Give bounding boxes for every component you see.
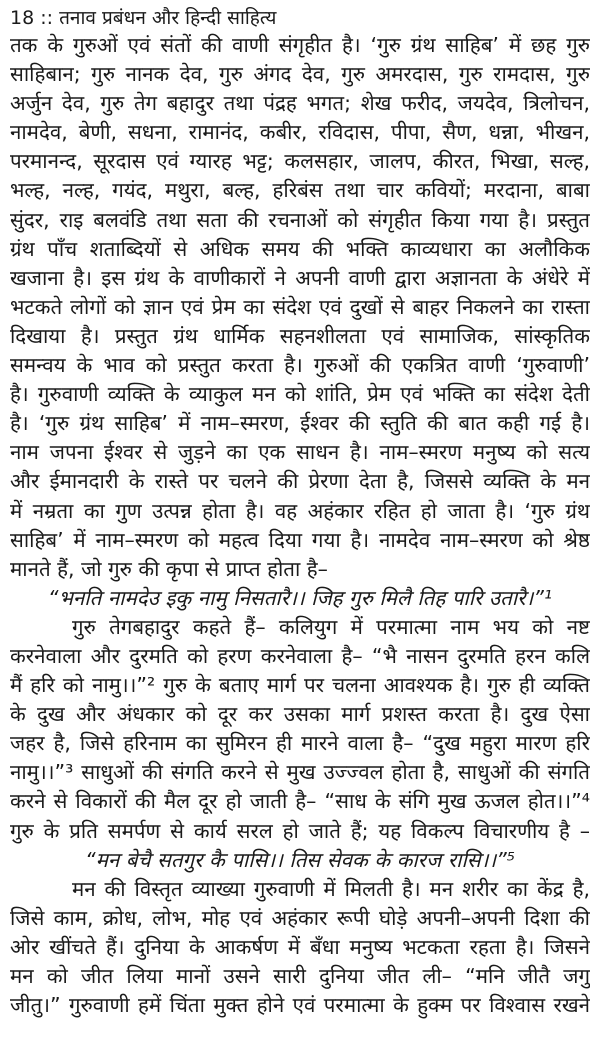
text-line: गुरु के प्रति समर्पण से कार्य सरल हो जाते हैं; यह विकल्प विचारणीय है – <box>10 818 590 843</box>
text-line: सुंदर, राइ बलवंडि तथा सता की रचनाओं को संगृहीत किया गया है। प्रस्तुत <box>10 207 590 232</box>
text-line: करनेवाला और दुरमति को हरण करनेवाला है– “भै नासन दुरमति हरन कलि <box>10 643 590 668</box>
paragraph-start: मन की विस्तृत व्याख्या गुरुवाणी में मिलती है। मन शरीर का केंद्र है, <box>72 876 590 901</box>
text-line: के दुख और अंधकार को दूर कर उसका मार्ग प्रशस्त करता है। दुख ऐसा <box>10 702 590 727</box>
text-line: और ईमानदारी के रास्ते पर चलने की प्रेरणा देता है, जिससे व्यक्ति के मन <box>10 469 590 494</box>
page-body-text <box>10 31 590 1020</box>
text-line: नाम जपना ईश्वर से जुड़ने का एक साधन है। नाम–स्मरण मनुष्य को सत्य <box>10 440 590 465</box>
text-line: जहर है, जिसे हरिनाम का सुमिरन ही मारने वाला है– “दुख महुरा मारण हरि <box>10 731 590 756</box>
text-line: दिखाया है। प्रस्तुत ग्रंथ धार्मिक सहनशीलता एवं सामाजिक, सांस्कृतिक <box>10 323 590 348</box>
text-line: ओर खींचते हैं। दुनिया के आकर्षण में बँधा मनुष्य भटकता रहता है। जिसने <box>10 934 590 959</box>
text-line: है। गुरुवाणी व्यक्ति के व्याकुल मन को शांति, प्रेम एवं भक्ति का संदेश देती <box>10 382 590 407</box>
verse-quote: “मन बेचै सतगुर कै पासि।। तिस सेवक के कारज रासि।।”⁵ <box>85 847 515 872</box>
text-line: साहिबान; गुरु नानक देव, गुरु अंगद देव, गुरु अमरदास, गुरु रामदास, गुरु <box>10 62 590 87</box>
text-line: मन को जीत लिया मानों उसने सारी दुनिया जीत ली– “मनि जीतै जगु <box>10 964 590 988</box>
book-title: तनाव प्रबंधन और हिन्दी साहित्य <box>59 7 277 29</box>
text-line: नामु।।”³ साधुओं की संगति करने से मुख उज्ज्वल होता है, साधुओं की संगति <box>10 760 590 785</box>
text-line: भटकते लोगों को ज्ञान एवं प्रेम का संदेश एवं दुखों से बाहर निकलने का रास्ता <box>10 294 590 319</box>
text-line: तक के गुरुओं एवं संतों की वाणी संगृहीत है। ‘गुरु ग्रंथ साहिब’ में छह गुरु <box>10 33 590 57</box>
text-line: साहिब’ में नाम–स्मरण को महत्व दिया गया है। नामदेव नाम–स्मरण को श्रेष्ठ <box>10 527 590 552</box>
text-line: करने से विकारों की मैल दूर हो जाती है– “साध के संगि मुख ऊजल होत।।”⁴ <box>10 789 590 814</box>
page-number: 18 <box>10 7 35 29</box>
text-line: मानते हैं, जो गुरु की कृपा से प्राप्त होता है– <box>10 556 328 581</box>
header-separator: :: <box>40 7 54 29</box>
text-line: नामदेव, बेणी, सधना, रामानंद, कबीर, रविदास, पीपा, सैण, धन्ना, भीखन, <box>10 120 590 145</box>
text-line: समन्वय के भाव को प्रस्तुत करता है। गुरुओं की एकत्रित वाणी ‘गुरुवाणी’ <box>10 353 590 378</box>
running-header <box>10 4 276 32</box>
text-line: ग्रंथ पाँच शताब्दियों से अधिक समय की भक्ति काव्यधारा का अलौकिक <box>10 236 590 261</box>
verse-quote: “भनति नामदेउ इकु नामु निसतारै।। जिह गुरु मिलै तिह पारि उतारै।”¹ <box>47 585 553 610</box>
paragraph-start: गुरु तेगबहादुर कहते हैं– कलियुग में परमात्मा नाम भय को नष्ट <box>72 614 590 639</box>
text-line: परमानन्द, सूरदास एवं ग्यारह भट्ट; कलसहार, जालप, कीरत, भिखा, सल्ह, <box>10 149 590 174</box>
text-line: भल्ह, नल्ह, गयंद, मथुरा, बल्ह, हरिबंस तथा चार कवियों; मरदाना, बाबा <box>10 178 590 203</box>
text-line: जीतु।” गुरुवाणी हमें चिंता मुक्त होने एवं परमात्मा के हुक्म पर विश्वास रखने <box>10 993 590 1018</box>
text-line: में नम्रता का गुण उत्पन्न होता है। वह अहंकार रहित हो जाता है। ‘गुरु ग्रंथ <box>10 498 590 523</box>
text-line: है। ‘गुरु ग्रंथ साहिब’ में नाम–स्मरण, ईश्वर की स्तुति की बात कही गई है। <box>10 411 590 436</box>
text-line: खजाना है। इस ग्रंथ के वाणीकारों ने अपनी वाणी द्वारा अज्ञानता के अंधेरे में <box>10 265 590 290</box>
text-line: मैं हरि को नामु।।”² गुरु के बताए मार्ग पर चलना आवश्यक है। गुरु ही व्यक्ति <box>10 673 590 698</box>
text-line: अर्जुन देव, गुरु तेग बहादुर तथा पंद्रह भगत; शेख फरीद, जयदेव, त्रिलोचन, <box>10 91 590 116</box>
text-line: जिसे काम, क्रोध, लोभ, मोह एवं अहंकार रूपी घोड़े अपनी–अपनी दिशा की <box>10 905 590 930</box>
